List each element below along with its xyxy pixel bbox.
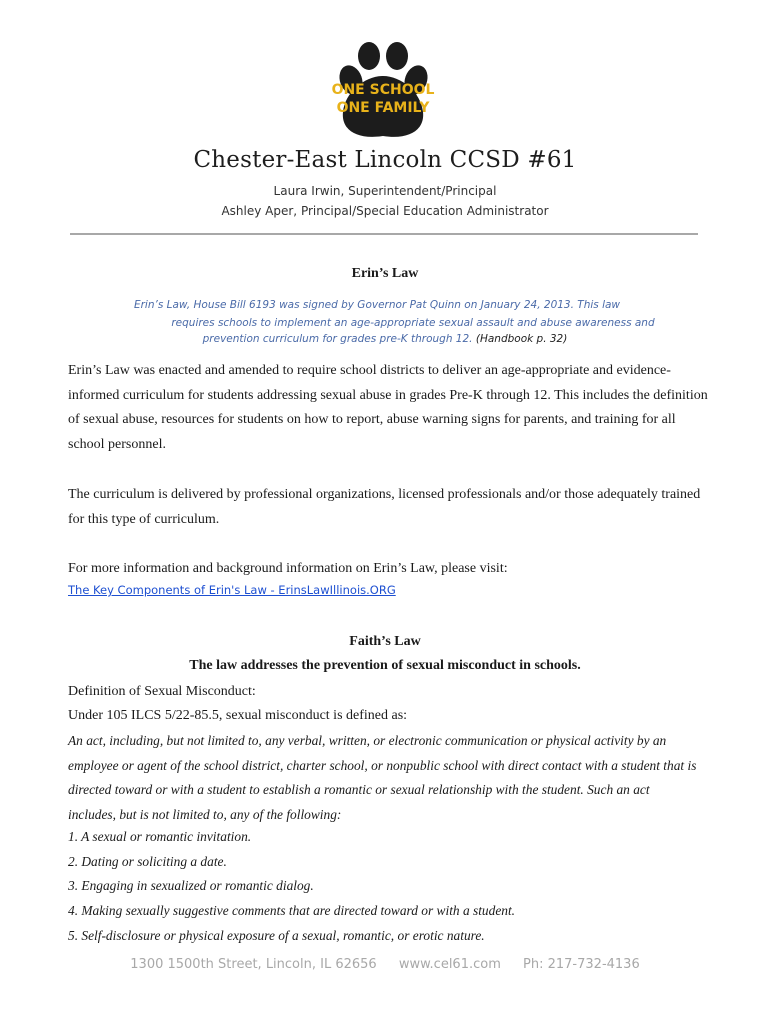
faiths-law-heading: Faith’s Law	[349, 634, 421, 649]
footer-website: www.cel61.com	[398, 957, 501, 972]
logo-text-line-1: ONE SCHOOL	[331, 82, 435, 98]
erins-law-link[interactable]: The Key Components of Erin's Law - ErinsLawIllinois.ORG	[68, 583, 396, 597]
superintendent-line: Laura Irwin, Superintendent/Principal	[273, 184, 497, 198]
erins-law-paragraph-3: For more information and background information on Erin’s Law, please visit:	[68, 561, 508, 576]
paw-print-logo	[331, 42, 435, 142]
list-item: 4. Making sexually suggestive comments that are directed toward or with a student.	[68, 903, 516, 918]
list-item: 3. Engaging in sexualized or romantic dialog.	[68, 878, 314, 893]
erins-law-quote-text: prevention curriculum for grades pre-K through 12.	[202, 333, 473, 345]
header-divider	[70, 233, 698, 235]
erins-law-heading: Erin’s Law	[351, 266, 419, 281]
school-name: Chester-East Lincoln CCSD #61	[193, 147, 577, 173]
list-item: 5. Self-disclosure or physical exposure of a sexual, romantic, or erotic nature.	[68, 928, 485, 943]
list-item: 1. A sexual or romantic invitation.	[68, 829, 252, 844]
footer-phone: Ph: 217-732-4136	[523, 957, 640, 972]
handbook-reference: (Handbook p. 32)	[475, 333, 568, 345]
misconduct-definition: An act, including, but not limited to, any verbal, written, or electronic communication or physical activity by an employee or agent of the school district, charter school, or nonpublic school with direct contact with a student that is directed toward or with a student to establish a romantic or sexual relationship with the student. Such an act includes, but is not limited to, any of the following:	[68, 733, 697, 822]
erins-law-quote-line-3	[0, 331, 770, 347]
paw-icon	[331, 42, 435, 142]
statute-reference: Under 105 ILCS 5/22-85.5, sexual misconduct is defined as:	[68, 708, 408, 723]
definition-label: Definition of Sexual Misconduct:	[68, 684, 256, 699]
list-item: 2. Dating or soliciting a date.	[68, 854, 227, 869]
principal-line: Ashley Aper, Principal/Special Education Administrator	[221, 204, 549, 218]
faiths-law-subheading: The law addresses the prevention of sexual misconduct in schools.	[189, 658, 581, 673]
erins-law-quote-line-2: requires schools to implement an age-appropriate sexual assault and abuse awareness and	[171, 317, 655, 329]
erins-law-paragraph-2: The curriculum is delivered by professional organizations, licensed professionals and/or those adequately trained for this type of curriculum.	[68, 487, 701, 527]
footer	[0, 957, 770, 972]
erins-law-paragraph-1: Erin’s Law was enacted and amended to require school districts to deliver an age-appropriate and evidence-informed curriculum for students addressing sexual abuse in grades Pre-K through 12. This includes the definition of sexual abuse, resources for students on how to report, abuse warning signs for parents, and training for all school personnel.	[68, 363, 708, 452]
logo-text-line-2: ONE FAMILY	[336, 100, 430, 116]
footer-address: 1300 1500th Street, Lincoln, IL 62656	[130, 957, 377, 972]
erins-law-quote-line-1: Erin’s Law, House Bill 6193 was signed by Governor Pat Quinn on January 24, 2013. This law	[133, 299, 621, 311]
